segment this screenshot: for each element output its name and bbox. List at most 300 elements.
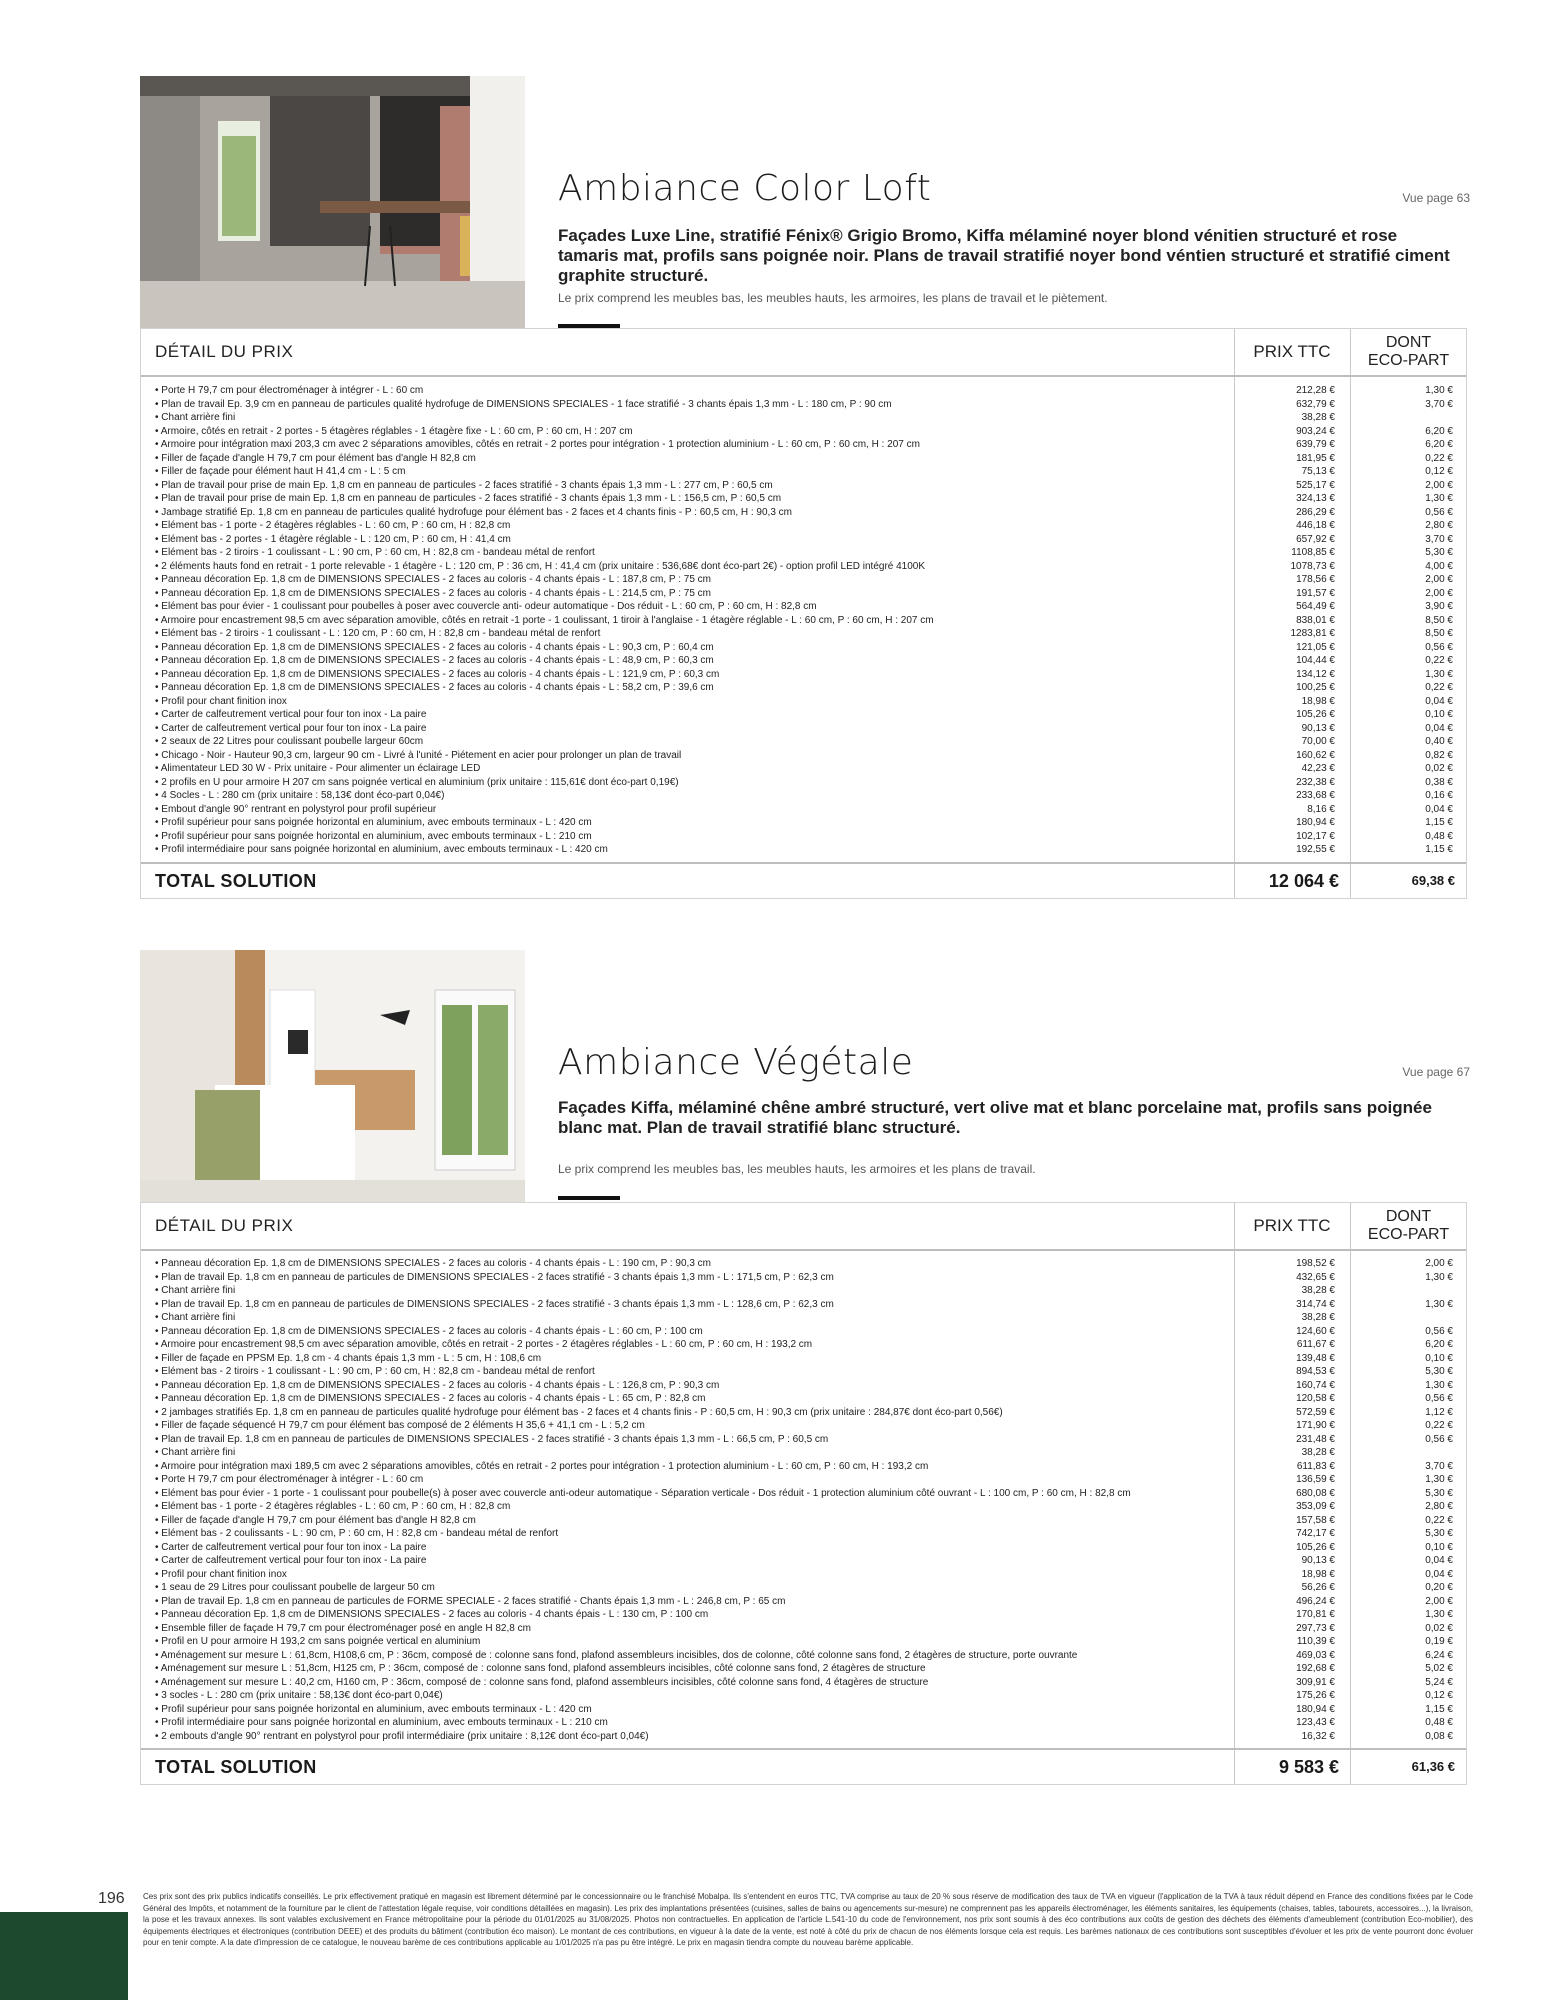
row-item: • Filler de façade en PPSM Ep. 1,8 cm - 4 chants épais 1,3 mm - L : 5 cm, H : 108,6 cm: [155, 1352, 542, 1364]
row-item: • Panneau décoration Ep. 1,8 cm de DIMENSIONS SPECIALES - 2 faces au coloris - 4 chants épais - L : 214,5 cm, P : 75 cm: [155, 587, 711, 599]
row-item: • Embout d'angle 90° rentrant en polystyrol pour profil supérieur: [155, 803, 437, 815]
row-item: • 2 jambages stratifiés Ep. 1,8 cm en panneau de particules qualité hydrofuge pour élément bas - 2 faces et 4 chants finis - P : 60,5 cm, H : 90,3 cm (prix unitaire : 284,87€ dont éco-part 0,56€): [155, 1406, 1003, 1418]
row-eco-part: 5,30 €: [1425, 1528, 1453, 1539]
row-price: 525,17 €: [1296, 479, 1335, 491]
section-note: Le prix comprend les meubles bas, les meubles hauts, les armoires, les plans de travail et le piètement.: [558, 291, 1108, 305]
row-eco-part: 3,70 €: [1425, 1460, 1453, 1472]
table-row: [141, 1284, 1466, 1298]
row-price: 180,94 €: [1296, 817, 1335, 828]
table-row: [141, 1446, 1466, 1460]
row-item: • Aménagement sur mesure L : 61,8cm, H108,6 cm, P : 36cm, composé de : colonne sans fond, plafond assembleurs incisibles, dos de colonne, côté colonne sans fond, 2 étagères de structure, porte ouvrante: [155, 1649, 1078, 1661]
table-row: [141, 1338, 1466, 1352]
row-eco-part: 8,50 €: [1425, 614, 1453, 626]
row-eco-part: 0,04 €: [1425, 803, 1453, 815]
table-row: [141, 425, 1466, 439]
row-eco-part: 0,12 €: [1425, 466, 1453, 477]
row-price: 212,28 €: [1296, 385, 1335, 396]
row-item: • Plan de travail Ep. 1,8 cm en panneau de particules de DIMENSIONS SPECIALES - 2 faces stratifié - 3 chants épais 1,3 mm - L : 128,6 cm, P : 62,3 cm: [155, 1298, 834, 1310]
row-price: 446,18 €: [1296, 520, 1335, 531]
row-price: 175,26 €: [1296, 1690, 1335, 1701]
table-row: [141, 452, 1466, 466]
row-eco-part: 0,20 €: [1425, 1582, 1453, 1593]
row-eco-part: 2,00 €: [1425, 479, 1453, 491]
row-price: 297,73 €: [1296, 1622, 1335, 1634]
row-price: 121,05 €: [1296, 641, 1335, 653]
col-eco-header-line1: DONT: [1385, 334, 1432, 351]
row-eco-part: 0,22 €: [1425, 1420, 1453, 1431]
table-row: [141, 843, 1466, 857]
row-price: 123,43 €: [1296, 1717, 1335, 1728]
table-row: [141, 1271, 1466, 1285]
table-row: [141, 641, 1466, 655]
table-row: [141, 668, 1466, 682]
accent-bar: [558, 1196, 620, 1200]
table-row: [141, 398, 1466, 412]
row-price: 102,17 €: [1296, 830, 1335, 842]
row-price: 324,13 €: [1296, 493, 1335, 504]
row-price: 309,91 €: [1296, 1676, 1335, 1688]
table-row: [141, 722, 1466, 736]
table-row: [141, 1649, 1466, 1663]
row-eco-part: 0,04 €: [1425, 722, 1453, 734]
row-item: • 3 socles - L : 280 cm (prix unitaire : 58,13€ dont éco-part 0,04€): [155, 1690, 443, 1701]
table-row: [141, 803, 1466, 817]
table-row: [141, 1622, 1466, 1636]
row-item: • Elément bas pour évier - 1 porte - 1 coulissant pour poubelle(s) à poser avec couvercle anti-odeur automatique - Séparation verticale - Dos réduit - 1 protection aluminium côté ouvrant - L : 100 cm, P : 60 cm, H : 82,8 cm: [155, 1487, 1131, 1499]
row-item: • Panneau décoration Ep. 1,8 cm de DIMENSIONS SPECIALES - 2 faces au coloris - 4 chants épais - L : 60 cm, P : 100 cm: [155, 1325, 703, 1337]
row-price: 157,58 €: [1296, 1514, 1335, 1526]
row-item: • Profil pour chant finition inox: [155, 695, 287, 707]
row-eco-part: 1,30 €: [1425, 1271, 1453, 1283]
row-item: • Panneau décoration Ep. 1,8 cm de DIMENSIONS SPECIALES - 2 faces au coloris - 4 chants épais - L : 48,9 cm, P : 60,3 cm: [155, 655, 714, 666]
table-row: [141, 1689, 1466, 1703]
row-eco-part: 0,10 €: [1425, 1541, 1453, 1553]
table-row: [141, 1419, 1466, 1433]
row-eco-part: 5,02 €: [1425, 1663, 1453, 1674]
table-row: [141, 735, 1466, 749]
table-row: [141, 479, 1466, 493]
row-item: • Chant arrière fini: [155, 1312, 236, 1323]
total-eco-part: 69,38 €: [1411, 872, 1455, 888]
row-item: • Plan de travail Ep. 1,8 cm en panneau de particules de DIMENSIONS SPECIALES - 2 faces stratifié - 3 chants épais 1,3 mm - L : 66,5 cm, P : 60,5 cm: [155, 1433, 829, 1445]
table-row: [141, 830, 1466, 844]
row-eco-part: 0,10 €: [1425, 709, 1453, 720]
row-price: 432,65 €: [1296, 1271, 1335, 1283]
row-item: • Ensemble filler de façade H 79,7 cm pour électroménager posé en angle H 82,8 cm: [155, 1622, 531, 1634]
row-eco-part: 2,00 €: [1425, 1595, 1453, 1607]
row-eco-part: 1,15 €: [1425, 1703, 1453, 1715]
row-eco-part: 0,10 €: [1425, 1352, 1453, 1364]
total-label: TOTAL SOLUTION: [155, 1757, 317, 1777]
row-price: 314,74 €: [1296, 1298, 1335, 1310]
row-item: • Alimentateur LED 30 W - Prix unitaire - Pour alimenter un éclairage LED: [155, 763, 481, 774]
row-price: 231,48 €: [1296, 1433, 1335, 1445]
row-item: • Armoire pour encastrement 98,5 cm avec séparation amovible, côtés en retrait - 2 portes - 2 étagères réglables - L : 60 cm, P : 60 cm, H : 193,2 cm: [155, 1339, 813, 1350]
row-item: • Elément bas - 2 tiroirs - 1 coulissant - L : 90 cm, P : 60 cm, H : 82,8 cm - bandeau métal de renfort: [155, 547, 595, 558]
row-eco-part: 0,82 €: [1425, 749, 1453, 761]
row-price: 75,13 €: [1301, 466, 1335, 477]
row-item: • Plan de travail pour prise de main Ep. 1,8 cm en panneau de particules - 2 faces stratifié - 3 chants épais 1,3 mm - L : 156,5 cm, P : 60,5 cm: [155, 493, 782, 504]
table-body: [141, 1251, 1466, 1748]
total-label: TOTAL SOLUTION: [155, 870, 317, 891]
brand-color-block: [0, 1912, 128, 2000]
table-row: [141, 749, 1466, 763]
table-row: [141, 1433, 1466, 1447]
row-eco-part: 1,30 €: [1425, 1298, 1453, 1310]
table-row: [141, 1392, 1466, 1406]
table-row: [141, 708, 1466, 722]
table-row: [141, 587, 1466, 601]
row-price: 16,32 €: [1301, 1730, 1335, 1742]
row-eco-part: 2,00 €: [1425, 587, 1453, 599]
row-price: 611,67 €: [1296, 1339, 1335, 1350]
section-title: Ambiance Color Loft: [558, 168, 932, 209]
row-item: • Plan de travail Ep. 3,9 cm en panneau de particules qualité hydrofuge de DIMENSIONS SPECIALES - 1 face stratifié - 3 chants épais 1,3 mm - L : 180 cm, P : 90 cm: [155, 398, 892, 410]
row-price: 56,26 €: [1301, 1582, 1335, 1593]
row-eco-part: 1,30 €: [1425, 493, 1453, 504]
row-item: • Filler de façade pour élément haut H 41,4 cm - L : 5 cm: [155, 466, 406, 477]
row-price: 1108,85 €: [1291, 547, 1335, 558]
row-eco-part: 0,16 €: [1425, 790, 1453, 801]
table-row: [141, 695, 1466, 709]
row-item: • Armoire pour intégration maxi 189,5 cm avec 2 séparations amovibles, côtés en retrait - 2 portes pour intégration - 1 protection aluminium - L : 60 cm, P : 60 cm, H : 193,2 cm: [155, 1460, 929, 1472]
table-row: [141, 506, 1466, 520]
row-item: • Elément bas - 2 coulissants - L : 90 cm, P : 60 cm, H : 82,8 cm - bandeau métal de renfort: [155, 1528, 559, 1539]
page-reference[interactable]: Vue page 67: [1402, 1065, 1470, 1079]
row-price: 192,68 €: [1296, 1663, 1335, 1674]
row-item: • Plan de travail Ep. 1,8 cm en panneau de particules de DIMENSIONS SPECIALES - 2 faces stratifié - 3 chants épais 1,3 mm - L : 171,5 cm, P : 62,3 cm: [155, 1271, 834, 1283]
row-item: • Carter de calfeutrement vertical pour four ton inox - La paire: [155, 709, 427, 720]
row-eco-part: 1,12 €: [1425, 1406, 1453, 1418]
table-row: [141, 789, 1466, 803]
total-price: 12 064 €: [1268, 870, 1339, 891]
row-price: 160,62 €: [1296, 749, 1335, 761]
row-eco-part: 0,22 €: [1425, 452, 1453, 464]
row-item: • Profil en U pour armoire H 193,2 cm sans poignée vertical en aluminium: [155, 1636, 481, 1647]
row-item: • Plan de travail Ep. 1,8 cm en panneau de particules de FORME SPECIALE - 2 faces stratifié - Chants épais 1,3 mm - L : 246,8 cm, P : 65 cm: [155, 1595, 786, 1607]
row-eco-part: 1,15 €: [1425, 817, 1453, 828]
row-price: 286,29 €: [1296, 506, 1335, 518]
row-price: 632,79 €: [1296, 398, 1335, 410]
row-price: 232,38 €: [1296, 776, 1335, 788]
row-price: 171,90 €: [1296, 1420, 1335, 1431]
table-row: [141, 627, 1466, 641]
section-title: Ambiance Végétale: [558, 1042, 914, 1083]
row-price: 180,94 €: [1296, 1703, 1335, 1715]
table-row: [141, 654, 1466, 668]
row-price: 1078,73 €: [1290, 560, 1335, 572]
table-row: [141, 1473, 1466, 1487]
row-price: 894,53 €: [1296, 1366, 1335, 1377]
row-price: 38,28 €: [1301, 1447, 1335, 1458]
row-price: 70,00 €: [1301, 736, 1335, 747]
row-eco-part: 1,15 €: [1425, 844, 1453, 855]
table-row: [141, 1352, 1466, 1366]
row-price: 38,28 €: [1301, 1312, 1335, 1323]
row-price: 564,49 €: [1296, 601, 1335, 612]
row-item: • Elément bas - 2 portes - 1 étagère réglable - L : 120 cm, P : 60 cm, H : 41,4 cm: [155, 533, 511, 545]
row-item: • Carter de calfeutrement vertical pour four ton inox - La paire: [155, 722, 427, 734]
row-price: 42,23 €: [1301, 763, 1335, 774]
row-item: • 2 seaux de 22 Litres pour coulissant poubelle largeur 60cm: [155, 736, 424, 747]
table-row: [141, 411, 1466, 425]
table-row: [141, 776, 1466, 790]
row-item: • 2 profils en U pour armoire H 207 cm sans poignée vertical en aluminium (prix unitaire : 115,61€ dont éco-part 0,19€): [155, 776, 679, 788]
row-eco-part: 0,56 €: [1425, 1325, 1453, 1337]
row-eco-part: 8,50 €: [1425, 628, 1453, 639]
row-item: • Elément bas - 1 porte - 2 étagères réglables - L : 60 cm, P : 60 cm, H : 82,8 cm: [155, 520, 511, 531]
row-item: • Carter de calfeutrement vertical pour four ton inox - La paire: [155, 1541, 427, 1553]
row-eco-part: 2,00 €: [1425, 574, 1453, 585]
row-item: • Panneau décoration Ep. 1,8 cm de DIMENSIONS SPECIALES - 2 faces au coloris - 4 chants épais - L : 190 cm, P : 90,3 cm: [155, 1258, 711, 1269]
row-item: • Elément bas - 2 tiroirs - 1 coulissant - L : 120 cm, P : 60 cm, H : 82,8 cm - bandeau métal de renfort: [155, 628, 601, 639]
row-eco-part: 0,12 €: [1425, 1690, 1453, 1701]
row-item: • Panneau décoration Ep. 1,8 cm de DIMENSIONS SPECIALES - 2 faces au coloris - 4 chants épais - L : 121,9 cm, P : 60,3 cm: [155, 668, 720, 680]
row-price: 139,48 €: [1296, 1352, 1335, 1364]
row-price: 233,68 €: [1296, 790, 1335, 801]
row-price: 38,28 €: [1301, 412, 1335, 423]
row-item: • Profil intermédiaire pour sans poignée horizontal en aluminium, avec embouts terminaux - L : 210 cm: [155, 1717, 608, 1728]
row-price: 178,56 €: [1296, 574, 1335, 585]
table-row: [141, 465, 1466, 479]
table-row: [141, 1595, 1466, 1609]
table-header: [141, 329, 1466, 377]
row-item: • Panneau décoration Ep. 1,8 cm de DIMENSIONS SPECIALES - 2 faces au coloris - 4 chants épais - L : 130 cm, P : 100 cm: [155, 1609, 709, 1620]
row-price: 100,25 €: [1296, 682, 1335, 693]
row-item: • Profil supérieur pour sans poignée horizontal en aluminium, avec embouts terminaux - L : 420 cm: [155, 817, 592, 828]
row-item: • Chant arrière fini: [155, 1447, 236, 1458]
row-item: • Aménagement sur mesure L : 51,8cm, H125 cm, P : 36cm, composé de : colonne sans fond, plafond assembleurs incisibles, côté colonne sans fond, 2 étagères de structure: [155, 1663, 926, 1674]
row-price: 680,08 €: [1296, 1487, 1335, 1499]
row-eco-part: 0,56 €: [1425, 506, 1453, 518]
row-price: 469,03 €: [1296, 1649, 1335, 1661]
row-price: 572,59 €: [1296, 1406, 1335, 1418]
row-eco-part: 3,70 €: [1425, 533, 1453, 545]
row-item: • Profil supérieur pour sans poignée horizontal en aluminium, avec embouts terminaux - L : 420 cm: [155, 1703, 592, 1715]
row-item: • Armoire, côtés en retrait - 2 portes - 5 étagères réglables - 1 étagère fixe - L : 60 cm, P : 60 cm, H : 207 cm: [155, 425, 633, 437]
col-prix-header: PRIX TTC: [1253, 1216, 1331, 1235]
page-reference[interactable]: Vue page 63: [1402, 191, 1470, 205]
table-row: [141, 1608, 1466, 1622]
row-eco-part: 0,19 €: [1425, 1636, 1453, 1647]
table-row: [141, 1554, 1466, 1568]
row-price: 90,13 €: [1301, 1555, 1335, 1566]
row-price: 191,57 €: [1296, 587, 1335, 599]
row-eco-part: 0,04 €: [1425, 695, 1453, 707]
row-eco-part: 0,22 €: [1425, 1514, 1453, 1526]
row-price: 903,24 €: [1296, 425, 1335, 437]
row-price: 170,81 €: [1296, 1609, 1335, 1620]
row-eco-part: 0,04 €: [1425, 1555, 1453, 1566]
table-row: [141, 1257, 1466, 1271]
row-price: 136,59 €: [1296, 1474, 1335, 1485]
row-item: • Filler de façade d'angle H 79,7 cm pour élément bas d'angle H 82,8 cm: [155, 1514, 476, 1526]
price-table: [140, 1202, 1467, 1785]
table-row: [141, 438, 1466, 452]
row-item: • Panneau décoration Ep. 1,8 cm de DIMENSIONS SPECIALES - 2 faces au coloris - 4 chants épais - L : 126,8 cm, P : 90,3 cm: [155, 1379, 720, 1391]
table-row: [141, 1311, 1466, 1325]
col-eco-header-line1: DONT: [1385, 1208, 1432, 1225]
row-eco-part: 1,30 €: [1425, 1379, 1453, 1391]
row-item: • Panneau décoration Ep. 1,8 cm de DIMENSIONS SPECIALES - 2 faces au coloris - 4 chants épais - L : 58,2 cm, P : 39,6 cm: [155, 682, 714, 693]
row-eco-part: 0,04 €: [1425, 1568, 1453, 1580]
table-total: [141, 1748, 1466, 1784]
table-row: [141, 1500, 1466, 1514]
row-item: • 1 seau de 29 Litres pour coulissant poubelle de largeur 50 cm: [155, 1582, 435, 1593]
row-item: • 4 Socles - L : 280 cm (prix unitaire : 58,13€ dont éco-part 0,04€): [155, 790, 445, 801]
row-item: • Plan de travail pour prise de main Ep. 1,8 cm en panneau de particules - 2 faces stratifié - 3 chants épais 1,3 mm - L : 277 cm, P : 60,5 cm: [155, 479, 773, 491]
table-row: [141, 560, 1466, 574]
table-total: [141, 862, 1466, 898]
row-eco-part: 1,30 €: [1425, 385, 1453, 396]
row-eco-part: 0,40 €: [1425, 736, 1453, 747]
row-eco-part: 0,02 €: [1425, 763, 1453, 774]
col-eco-header: [1351, 1208, 1466, 1244]
row-eco-part: 1,30 €: [1425, 1609, 1453, 1620]
table-row: [141, 600, 1466, 614]
col-detail-header: DÉTAIL DU PRIX: [155, 342, 294, 361]
row-item: • Panneau décoration Ep. 1,8 cm de DIMENSIONS SPECIALES - 2 faces au coloris - 4 chants épais - L : 187,8 cm, P : 75 cm: [155, 574, 711, 585]
page-number: 196: [98, 1890, 125, 1907]
row-eco-part: 4,00 €: [1425, 560, 1453, 572]
table-row: [141, 1568, 1466, 1582]
table-row: [141, 1581, 1466, 1595]
row-price: 611,83 €: [1296, 1460, 1335, 1472]
row-item: • Armoire pour encastrement 98,5 cm avec séparation amovible, côtés en retrait -1 porte - 1 coulissant, 1 tiroir à l'anglaise - 1 étagère réglable - L : 60 cm, P : 60 cm, H : 207 cm: [155, 614, 934, 626]
section-description: Façades Kiffa, mélaminé chêne ambré structuré, vert olive mat et blanc porcelaine mat, profils sans poignée blanc mat. Plan de travail stratifié blanc structuré.: [558, 1098, 1432, 1137]
table-row: [141, 519, 1466, 533]
table-row: [141, 1460, 1466, 1474]
row-price: 38,28 €: [1301, 1285, 1335, 1296]
row-price: 160,74 €: [1296, 1379, 1335, 1391]
table-row: [141, 1365, 1466, 1379]
row-eco-part: 2,80 €: [1425, 1501, 1453, 1512]
row-item: • Elément bas pour évier - 1 coulissant pour poubelles à poser avec couvercle anti- odeur automatique - Dos réduit - L : 60 cm, P : 60 cm, H : 82,8 cm: [155, 601, 817, 612]
table-row: [141, 1406, 1466, 1420]
kitchen-photo: [140, 76, 525, 329]
table-header: [141, 1203, 1466, 1251]
table-row: [141, 1527, 1466, 1541]
row-item: • 2 éléments hauts fond en retrait - 1 porte relevable - 1 étagère - L : 120 cm, P : 36 cm, H : 41,4 cm (prix unitaire : 536,68€ dont éco-part 2€) - option profil LED intégré 4100K: [155, 560, 926, 572]
row-item: • Aménagement sur mesure L : 40,2 cm, H160 cm, P : 36cm, composé de : colonne sans fond, plafond assembleurs incisibles, côté colonne sans fond, 4 étagères de structure: [155, 1676, 929, 1688]
row-eco-part: 0,22 €: [1425, 682, 1453, 693]
row-price: 105,26 €: [1296, 709, 1335, 720]
table-row: [141, 1487, 1466, 1501]
row-eco-part: 0,38 €: [1425, 776, 1453, 788]
row-price: 110,39 €: [1296, 1636, 1335, 1647]
total-eco-part: 61,36 €: [1411, 1759, 1455, 1774]
total-price: 9 583 €: [1278, 1757, 1339, 1777]
row-eco-part: 5,30 €: [1425, 547, 1453, 558]
table-row: [141, 1325, 1466, 1339]
row-item: • Profil pour chant finition inox: [155, 1568, 287, 1580]
row-item: • Filler de façade séquencé H 79,7 cm pour élément bas composé de 2 éléments H 35,6 + 41,1 cm - L : 5,2 cm: [155, 1420, 645, 1431]
row-price: 134,12 €: [1296, 668, 1335, 680]
table-row: [141, 1730, 1466, 1744]
row-price: 90,13 €: [1301, 722, 1335, 734]
row-eco-part: 0,56 €: [1425, 1393, 1453, 1404]
row-item: • Elément bas - 2 tiroirs - 1 coulissant - L : 90 cm, P : 60 cm, H : 82,8 cm - bandeau métal de renfort: [155, 1366, 595, 1377]
row-item: • Elément bas - 1 porte - 2 étagères réglables - L : 60 cm, P : 60 cm, H : 82,8 cm: [155, 1501, 511, 1512]
row-eco-part: 0,56 €: [1425, 641, 1453, 653]
section-note: Le prix comprend les meubles bas, les meubles hauts, les armoires et les plans de travail.: [558, 1162, 1036, 1176]
row-item: • Chicago - Noir - Hauteur 90,3 cm, largeur 90 cm - Livré à l'unité - Piétement en acier pour prolonger un plan de travail: [155, 749, 682, 761]
table-row: [141, 1635, 1466, 1649]
row-eco-part: 0,48 €: [1425, 1717, 1453, 1728]
table-row: [141, 573, 1466, 587]
row-price: 353,09 €: [1296, 1501, 1335, 1512]
row-item: • Profil intermédiaire pour sans poignée horizontal en aluminium, avec embouts terminaux - L : 420 cm: [155, 844, 608, 855]
table-row: [141, 384, 1466, 398]
col-eco-header: [1351, 334, 1466, 370]
row-eco-part: 5,30 €: [1425, 1366, 1453, 1377]
table-row: [141, 614, 1466, 628]
row-eco-part: 1,30 €: [1425, 668, 1453, 680]
table-row: [141, 1298, 1466, 1312]
row-item: • Filler de façade d'angle H 79,7 cm pour élément bas d'angle H 82,8 cm: [155, 452, 476, 464]
col-eco-header-line2: ECO-PART: [1367, 352, 1450, 369]
legal-notice: Ces prix sont des prix publics indicatifs conseillés. Le prix effectivement pratiqué en magasin est librement déterminé par le concessionnaire ou le franchisé Mobalpa. Ils s'entendent en euros TTC, TVA comprise au taux de 20 % sous réserve de modification des taux de TVA en vigueur (l'application de la TVA à taux réduit dépend en France des conditions fixées par le Code Général des Impôts, et notamment de la fourniture par le client de l'attestation légale requise, voir conditions détaillées en magasin). Les prix des implantations présentées (cuisines, salles de bains ou agencements sur-mesure) ne comprennent pas les appareils électroménager, les éléments sanitaires, les équipements (chaises, tables, tabourets, accessoires...), la livraison, la pose et les travaux annexes. Ils sont valables exclusivement en France métropolitaine pour la période du 01/01/2025 au 31/08/2025. Photos non contractuelles. En application de l'article L.541-10 du code de l'environnement, nos prix sont soumis à des éco contributions aux coûts de gestion des déchets des éléments d'ameublement (contribution Eco-mobilier), des équipements électriques et électroniques (contribution DEEE) et des produits du bâtiment (contribution éco maison). Le montant de ces contributions, en vigueur à la date de la vente, est noté à côté du prix de chacun de nos éléments lorsque cela est requis. Les barèmes nationaux de ces contributions sont susceptibles d'évoluer et les prix de vente pourront donc évoluer pour en tenir compte. A la date d'impression de ce catalogue, le nouveau barème de ces contributions applicable au 1/01/2025 n'a pas pu être intégré. Le prix en magasin tiendra compte du nouveau barème applicable.: [143, 1892, 1473, 1947]
row-eco-part: 0,08 €: [1425, 1730, 1453, 1742]
kitchen-photo: [140, 950, 525, 1203]
row-price: 124,60 €: [1296, 1325, 1335, 1337]
section-description: Façades Luxe Line, stratifié Fénix® Grigio Bromo, Kiffa mélaminé noyer blond vénitien structuré et rose tamaris mat, profils sans poignée noir. Plans de travail stratifié noyer bond véntien structuré et stratifié ciment graphite structuré.: [558, 226, 1450, 285]
row-eco-part: 2,00 €: [1425, 1258, 1453, 1269]
row-eco-part: 6,20 €: [1425, 425, 1453, 437]
price-table: [140, 328, 1467, 899]
row-item: • Chant arrière fini: [155, 412, 236, 423]
row-price: 120,58 €: [1296, 1393, 1335, 1404]
row-eco-part: 6,24 €: [1425, 1649, 1453, 1661]
row-item: • 2 embouts d'angle 90° rentrant en polystyrol pour profil intermédiaire (prix unitaire : 8,12€ dont éco-part 0,04€): [155, 1730, 649, 1742]
table-row: [141, 1662, 1466, 1676]
row-item: • Chant arrière fini: [155, 1285, 236, 1296]
row-price: 838,01 €: [1296, 614, 1335, 626]
row-eco-part: 2,80 €: [1425, 520, 1453, 531]
row-item: • Porte H 79,7 cm pour électroménager à intégrer - L : 60 cm: [155, 1474, 424, 1485]
table-row: [141, 533, 1466, 547]
col-prix-header: PRIX TTC: [1253, 342, 1331, 361]
row-eco-part: 0,22 €: [1425, 655, 1453, 666]
row-eco-part: 1,30 €: [1425, 1474, 1453, 1485]
row-eco-part: 0,56 €: [1425, 1433, 1453, 1445]
row-eco-part: 6,20 €: [1425, 439, 1453, 450]
row-item: • Porte H 79,7 cm pour électroménager à intégrer - L : 60 cm: [155, 385, 424, 396]
table-row: [141, 816, 1466, 830]
table-row: [141, 1514, 1466, 1528]
table-row: [141, 1703, 1466, 1717]
table-row: [141, 1379, 1466, 1393]
row-price: 18,98 €: [1301, 1568, 1335, 1580]
table-row: [141, 1716, 1466, 1730]
row-eco-part: 5,30 €: [1425, 1487, 1453, 1499]
table-row: [141, 1541, 1466, 1555]
row-price: 181,95 €: [1296, 452, 1335, 464]
table-row: [141, 681, 1466, 695]
row-item: • Panneau décoration Ep. 1,8 cm de DIMENSIONS SPECIALES - 2 faces au coloris - 4 chants épais - L : 90,3 cm, P : 60,4 cm: [155, 641, 714, 653]
table-row: [141, 762, 1466, 776]
row-price: 742,17 €: [1296, 1528, 1335, 1539]
table-row: [141, 492, 1466, 506]
table-row: [141, 1676, 1466, 1690]
row-price: 657,92 €: [1296, 533, 1335, 545]
row-price: 192,55 €: [1296, 844, 1335, 855]
row-item: • Carter de calfeutrement vertical pour four ton inox - La paire: [155, 1555, 427, 1566]
row-eco-part: 3,70 €: [1425, 398, 1453, 410]
table-body: [141, 377, 1466, 862]
row-item: • Armoire pour intégration maxi 203,3 cm avec 2 séparations amovibles, côtés en retrait - 2 portes pour intégration - 1 protection aluminium - L : 60 cm, P : 60 cm, H : 207 cm: [155, 439, 920, 450]
row-price: 1283,81 €: [1290, 628, 1335, 639]
